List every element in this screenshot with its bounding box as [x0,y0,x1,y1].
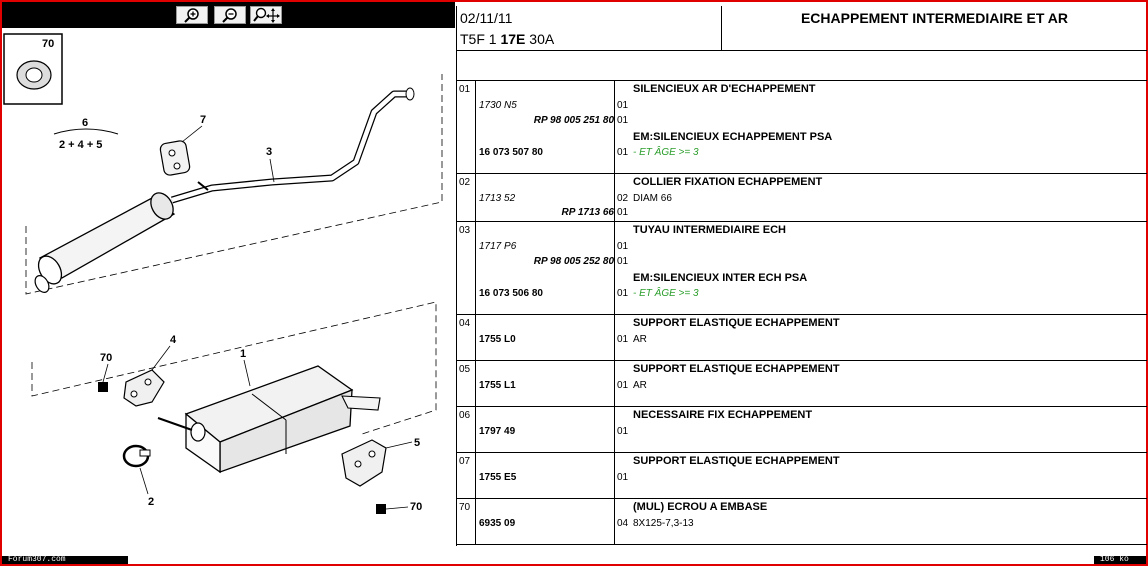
part-title: SUPPORT ELASTIQUE ECHAPPEMENT [633,317,840,329]
label-ref70-mid: 70 [100,352,113,364]
part-number[interactable]: 16 073 506 80 [479,288,543,299]
support-5 [342,440,386,486]
part-number[interactable]: 6935 09 [479,518,516,529]
diagram-toolbar [2,2,455,28]
part-number[interactable]: 1755 E5 [479,472,517,483]
part-row-07[interactable]: 07 SUPPORT ELASTIQUE ECHAPPEMENT 1755 E5 01 [457,453,1147,499]
part-number[interactable]: 16 073 507 80 [479,147,543,158]
part-row-70[interactable]: 70 (MUL) ECROU A EMBASE 6935 09 04 8X125-7,3-13 [457,499,1147,545]
nut-marker-mid [98,382,108,392]
exhaust-diagram [2,28,455,556]
front-silencer [32,189,177,295]
part-number[interactable]: 1755 L1 [479,380,516,391]
header-code: T5F 1 17E 30A [460,31,555,47]
pan-zoom-icon [251,7,281,23]
part-row-03[interactable]: 03 TUYAU INTERMEDIAIRE ECH 1717 P6 01 RP 98 005 252 80 01 EM:SILENCIEUX INTER ECH PSA 16 073 506 80 01 - ET ÂGE >= 3 [457,222,1147,315]
label-group6: 6 [82,117,89,129]
nut-marker-bot [376,504,386,514]
part-row-06[interactable]: 06 NECESSAIRE FIX ECHAPPEMENT 1797 49 01 [457,407,1147,453]
footer-left [2,556,128,564]
elastic-mount-7 [159,140,208,190]
zoom-in-icon [177,7,207,23]
intermediate-pipe [172,88,414,200]
page-title: ECHAPPEMENT INTERMEDIAIRE ET AR [800,10,1069,26]
clamp-2 [124,446,150,466]
part-number[interactable]: RP 1713 66 [561,207,614,218]
part-row-05[interactable]: 05 SUPPORT ELASTIQUE ECHAPPEMENT 1755 L1 01 AR [457,361,1147,407]
label-ref7: 7 [200,114,207,126]
label-ref3: 3 [266,146,273,158]
zoom-out-icon [215,7,245,23]
label-ref70-bot: 70 [410,501,423,513]
diagram-pane [2,2,455,556]
pan-zoom-button[interactable] [250,6,282,24]
part-number[interactable]: 1755 L0 [479,334,516,345]
label-ref1: 1 [240,348,247,360]
footer-size: 106 ko [1100,555,1129,564]
part-title: SILENCIEUX AR D'ECHAPPEMENT [633,83,816,95]
part-row-02[interactable]: 02 COLLIER FIXATION ECHAPPEMENT 1713 52 02 DIAM 66 RP 1713 66 01 [457,174,1147,222]
parts-list [456,6,1146,546]
part-title: NECESSAIRE FIX ECHAPPEMENT [633,409,813,421]
label-ref5: 5 [414,437,421,449]
header-date: 02/11/11 [460,10,513,26]
footer-right [1094,556,1146,564]
part-title: (MUL) ECROU A EMBASE [633,501,768,513]
footer-site: Forum307.com [8,555,66,564]
part-title: TUYAU INTERMEDIAIRE ECH [633,224,786,236]
label-ref2: 2 [148,496,155,508]
part-title: SUPPORT ELASTIQUE ECHAPPEMENT [633,363,840,375]
part-row-01[interactable]: 01 SILENCIEUX AR D'ECHAPPEMENT 1730 N5 01 RP 98 005 251 80 01 EM:SILENCIEUX ECHAPPEMENT PSA 16 073 507 80 01 - ET ÂGE >= 3 [457,81,1147,174]
nut-icon [17,61,51,89]
zoom-in-button[interactable] [176,6,208,24]
label-ref4: 4 [170,334,177,346]
label-ref70-top: 70 [42,38,55,50]
part-row-04[interactable]: 04 SUPPORT ELASTIQUE ECHAPPEMENT 1755 L0 01 AR [457,315,1147,361]
part-title: COLLIER FIXATION ECHAPPEMENT [633,176,823,188]
part-number[interactable]: 1797 49 [479,426,516,437]
part-title: SUPPORT ELASTIQUE ECHAPPEMENT [633,455,840,467]
support-4 [124,370,164,406]
label-group6-sum: 2 + 4 + 5 [59,139,103,151]
zoom-out-button[interactable] [214,6,246,24]
